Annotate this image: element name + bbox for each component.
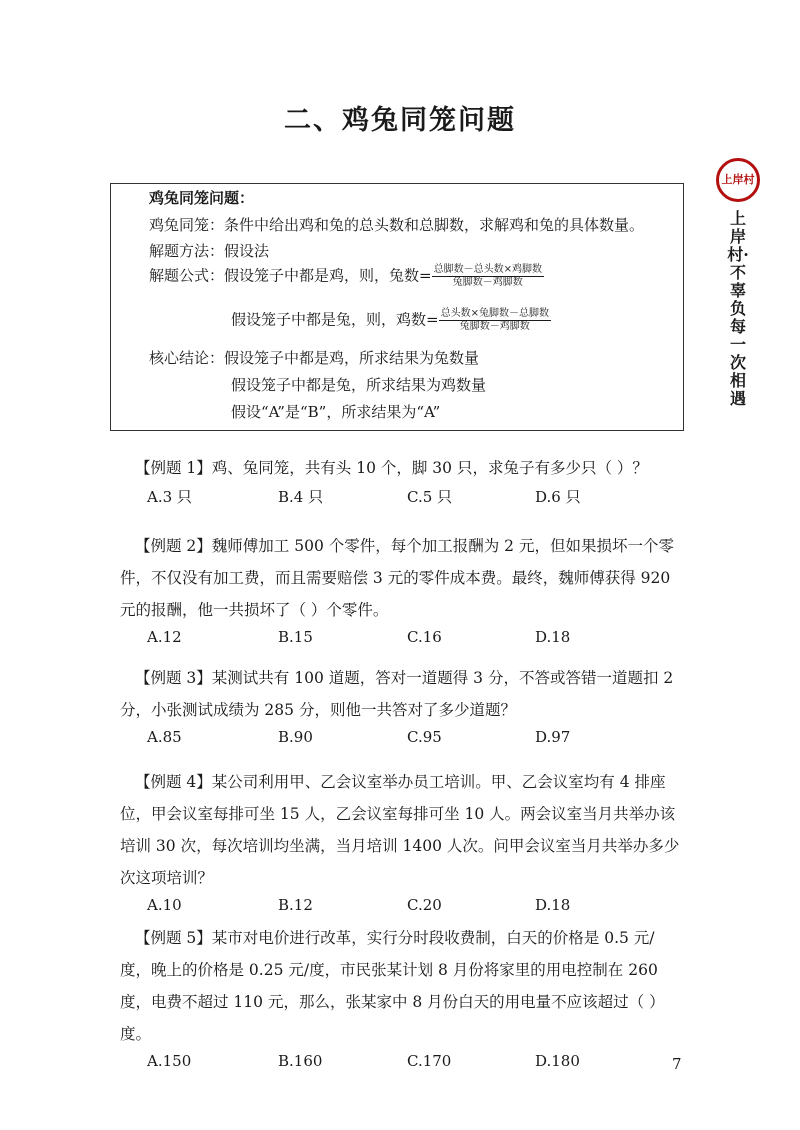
option-b: B.4 只 (278, 488, 324, 506)
conclusion-1: 假设笼子中都是鸡，所求结果为兔数量 (224, 349, 480, 367)
answer-options (120, 484, 680, 512)
answer-options (120, 1050, 680, 1078)
formula-1-denominator: 兔脚数－鸡脚数 (452, 277, 523, 288)
option-a: A.85 (147, 728, 182, 746)
box-method: 解题方法：假设法 (149, 242, 270, 260)
formula-1-fraction (432, 264, 544, 289)
option-c: C.170 (407, 1052, 452, 1070)
option-d: D.97 (535, 728, 571, 746)
answer-options (120, 626, 680, 654)
question-stem: 【例题 2】魏师傅加工 500 个零件，每个加工报酬为 2 元，但如果损坏一个零件，不仅没有加工费，而且需要赔偿 3 元的零件成本费。最终，魏师傅获得 920 元的报酬，他一共损坏了（ ）个零件。 (120, 537, 674, 619)
question-stem: 【例题 4】某公司利用甲、乙会议室举办员工培训。甲、乙会议室均有 4 排座位，甲会议室每排可坐 15 人，乙会议室每排可坐 10 人。两会议室当月共举办该培训 30 次，每次培训均坐满，当月培训 1400 人次。问甲会议室当月共举办多少次这项培训？ (120, 773, 680, 887)
option-a: A.12 (147, 628, 182, 646)
page-number: 7 (672, 1055, 682, 1073)
box-conclusion-1 (149, 347, 479, 368)
page-title: 二、鸡兔同笼问题 (284, 105, 516, 136)
answer-options (120, 726, 680, 754)
formula-1-prefix: 假设笼子中都是鸡，则，兔数= (224, 266, 432, 285)
example-question-2 (120, 530, 680, 654)
option-a: A.10 (147, 896, 182, 914)
box-conclusion-3: 假设“A”是“B”，所求结果为“A” (231, 403, 441, 421)
option-d: D.6 只 (535, 488, 581, 506)
formula-2-prefix: 假设笼子中都是兔，则，鸡数= (231, 310, 439, 329)
formula-1-numerator: 总脚数－总头数×鸡脚数 (433, 264, 542, 275)
example-question-5 (120, 922, 680, 1078)
option-a: A.3 只 (147, 488, 192, 506)
option-a: A.150 (147, 1052, 192, 1070)
seal-logo: 上岸村 (716, 158, 760, 202)
answer-options (120, 894, 680, 922)
side-slogan: 上岸村·不辜负每一次相遇 (727, 209, 749, 408)
formula-2-numerator: 总头数×兔脚数－总脚数 (440, 308, 549, 319)
box-formula-1 (149, 264, 544, 289)
formula-2-denominator: 兔脚数－鸡脚数 (459, 321, 530, 332)
question-stem: 【例题 3】某测试共有 100 道题，答对一道题得 3 分，不答或答错一道题扣 2 分，小张测试成绩为 285 分，则他一共答对了多少道题？ (120, 669, 674, 719)
option-c: C.16 (407, 628, 442, 646)
box-heading: 鸡兔同笼问题： (149, 189, 255, 207)
question-stem: 【例题 5】某市对电价进行改革，实行分时段收费制，白天的价格是 0.5 元/度，晚上的价格是 0.25 元/度，市民张某计划 8 月份将家里的用电控制在 260 度，电费不超过 110 元，那么，张某家中 8 月份白天的用电量不应该超过（ ）度。 (120, 929, 665, 1043)
conclusion-label: 核心结论： (149, 349, 225, 367)
option-c: C.95 (407, 728, 442, 746)
option-c: C.20 (407, 896, 442, 914)
example-question-3 (120, 662, 680, 754)
option-d: D.18 (535, 628, 571, 646)
option-b: B.90 (278, 728, 313, 746)
box-conclusion-2: 假设笼子中都是兔，所求结果为鸡数量 (231, 376, 487, 394)
example-question-4 (120, 766, 680, 922)
option-d: D.180 (535, 1052, 580, 1070)
option-d: D.18 (535, 896, 571, 914)
option-b: B.160 (278, 1052, 323, 1070)
question-stem: 【例题 1】鸡、兔同笼，共有头 10 个，脚 30 只，求兔子有多少只（ ）？ (135, 459, 648, 477)
box-definition: 鸡兔同笼：条件中给出鸡和兔的总头数和总脚数，求解鸡和兔的具体数量。 (149, 216, 645, 234)
option-b: B.12 (278, 896, 313, 914)
example-question-1 (120, 452, 680, 512)
formula-2-fraction (439, 308, 551, 333)
concept-box (110, 183, 684, 431)
option-b: B.15 (278, 628, 313, 646)
box-formula-2 (231, 308, 551, 333)
formula-label: 解题公式： (149, 266, 225, 285)
option-c: C.5 只 (407, 488, 453, 506)
